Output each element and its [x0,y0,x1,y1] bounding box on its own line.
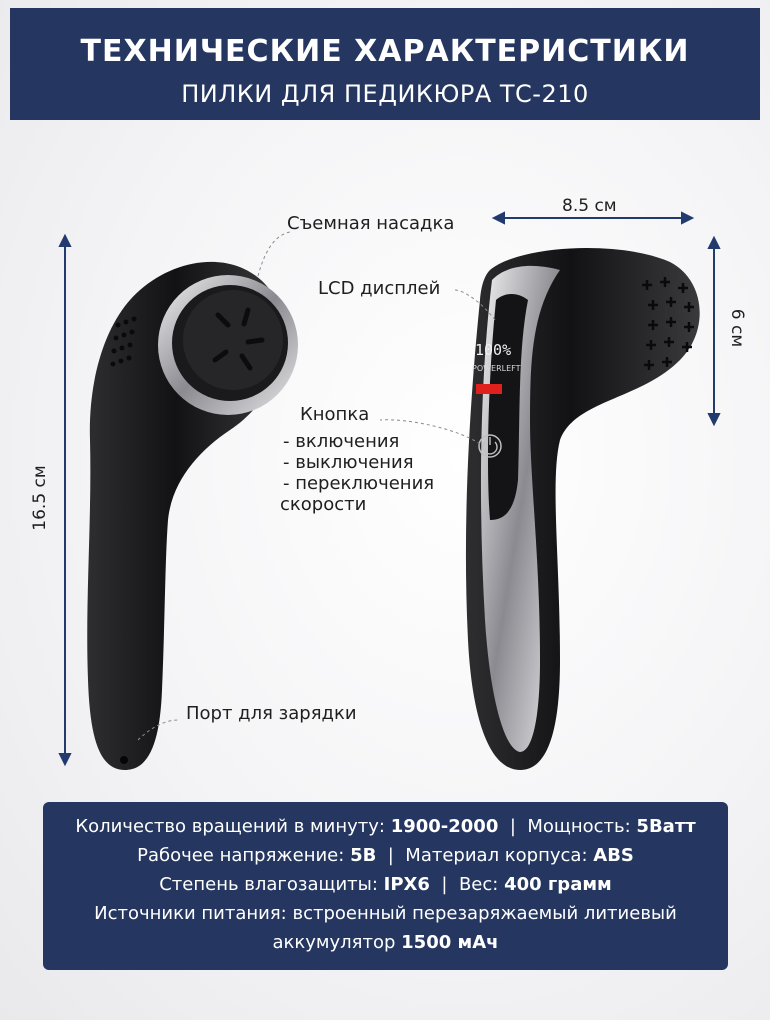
height-label: 16.5 см [30,465,50,531]
specs-row-2 [43,845,728,866]
page-subtitle: ПИЛКИ ДЛЯ ПЕДИКЮРА ТС-210 [181,80,589,108]
specs-row-4 [43,903,728,924]
width-label: 8.5 см [562,196,617,216]
display-indicator [476,384,502,394]
battery-value: 1500 мАч [401,932,499,953]
charging-port-hole [120,756,128,764]
material-value: ABS [593,845,634,866]
battery-label: аккумулятор [272,932,396,953]
leader-attachment [258,232,290,276]
label-button-off: - выключения [283,452,414,473]
voltage-value: 5В [350,845,377,866]
rotations-value: 1900-2000 [390,816,499,837]
left-device [87,262,298,770]
label-button-title: Кнопка [300,404,370,425]
label-button-switch: - переключения [283,473,435,494]
protection-label: Степень влагозащиты: [159,874,378,895]
separator: | [441,874,448,895]
attachment-disc [183,290,283,390]
material-label: Материал корпуса: [405,845,588,866]
power-label: Мощность: [527,816,631,837]
power-value: 5Ватт [636,816,696,837]
label-button-on: - включения [283,431,400,452]
specs-row-1 [43,816,728,837]
rotations-label: Количество вращений в минуту: [75,816,385,837]
right-device [466,248,700,770]
display-percent: 100% [475,341,512,359]
specs-row-3 [43,874,728,895]
weight-value: 400 грамм [504,874,612,895]
specs-row-5 [43,932,728,953]
header-banner [10,8,760,120]
label-button-speed: скорости [280,494,367,515]
label-lcd: LCD дисплей [318,278,441,299]
page-title: ТЕХНИЧЕСКИЕ ХАРАКТЕРИСТИКИ [80,34,690,69]
specs-panel [43,802,728,970]
weight-label: Вес: [458,874,499,895]
voltage-label: Рабочее напряжение: [137,845,345,866]
label-charging-port: Порт для зарядки [186,703,357,724]
display-powerleft: POWERLEFT [472,364,521,373]
label-attachment: Съемная насадка [287,213,455,234]
separator: | [387,845,394,866]
separator: | [509,816,516,837]
power-source-text: Источники питания: встроенный перезаряжаемый литиевый [94,903,677,924]
depth-label: 6 см [727,308,747,348]
protection-value: IPX6 [383,874,430,895]
